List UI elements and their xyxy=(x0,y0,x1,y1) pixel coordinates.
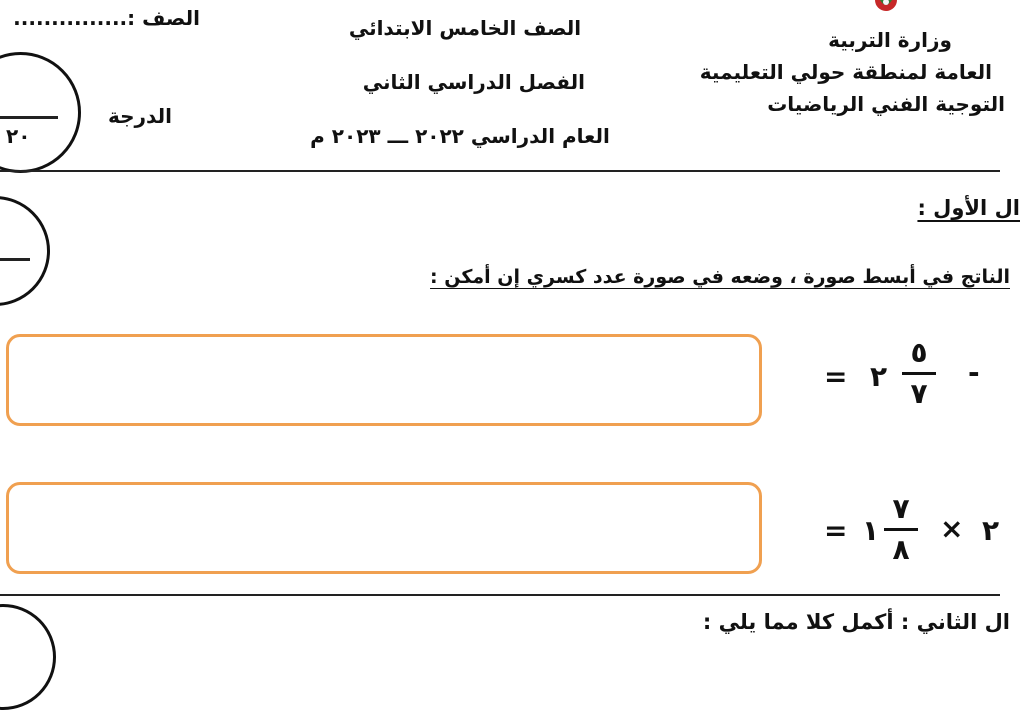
fraction-bar xyxy=(884,528,918,531)
score-circle xyxy=(0,52,81,173)
score-divider xyxy=(0,116,58,119)
school-year: العام الدراسي ٢٠٢٢ ـــ ٢٠٢٣ م xyxy=(310,124,610,148)
problem2-numerator: ٧ xyxy=(892,492,910,525)
problem1-operator: - xyxy=(968,356,980,389)
question2-title: ال الثاني : أكمل كلا مما يلي : xyxy=(702,610,1010,634)
question1-score-divider xyxy=(0,258,30,261)
answer-box-1[interactable] xyxy=(6,334,762,426)
score-label: الدرجة xyxy=(108,104,172,128)
ministry-name: وزارة التربية xyxy=(828,28,952,52)
department-name: التوجية الفني الرياضيات xyxy=(767,92,1005,116)
question1-score-circle xyxy=(0,196,50,306)
problem1-denominator: ٧ xyxy=(910,377,928,410)
class-label: الصف :............... xyxy=(13,6,200,30)
fraction-bar xyxy=(902,372,936,375)
problem2-denominator: ٨ xyxy=(892,533,910,566)
emblem-logo xyxy=(872,0,900,18)
question1-title: ال الأول : xyxy=(917,196,1020,220)
header-divider xyxy=(0,170,1000,172)
question2-score-circle xyxy=(0,604,56,710)
problem2-fraction xyxy=(884,494,918,565)
district-name: العامة لمنطقة حولي التعليمية xyxy=(699,60,992,84)
problem1-whole: ٢ xyxy=(870,360,888,393)
question-divider xyxy=(0,594,1000,596)
problem1-fraction xyxy=(902,338,936,409)
question1-instruction: الناتج في أبسط صورة ، وضعه في صورة عدد كسري إن أمكن : xyxy=(430,266,1010,288)
problem1-equals: = xyxy=(824,360,848,393)
problem2-equals: = xyxy=(824,514,848,547)
semester-title: الفصل الدراسي الثاني xyxy=(362,70,585,94)
answer-box-2[interactable] xyxy=(6,482,762,574)
problem1-numerator: ٥ xyxy=(910,336,928,369)
problem2-operator: × xyxy=(940,512,964,545)
problem2-whole: ١ xyxy=(862,514,880,547)
problem2-left-whole: ٢ xyxy=(982,514,1000,547)
score-total: ٢٠ xyxy=(6,124,31,148)
grade-title: الصف الخامس الابتدائي xyxy=(348,16,582,40)
